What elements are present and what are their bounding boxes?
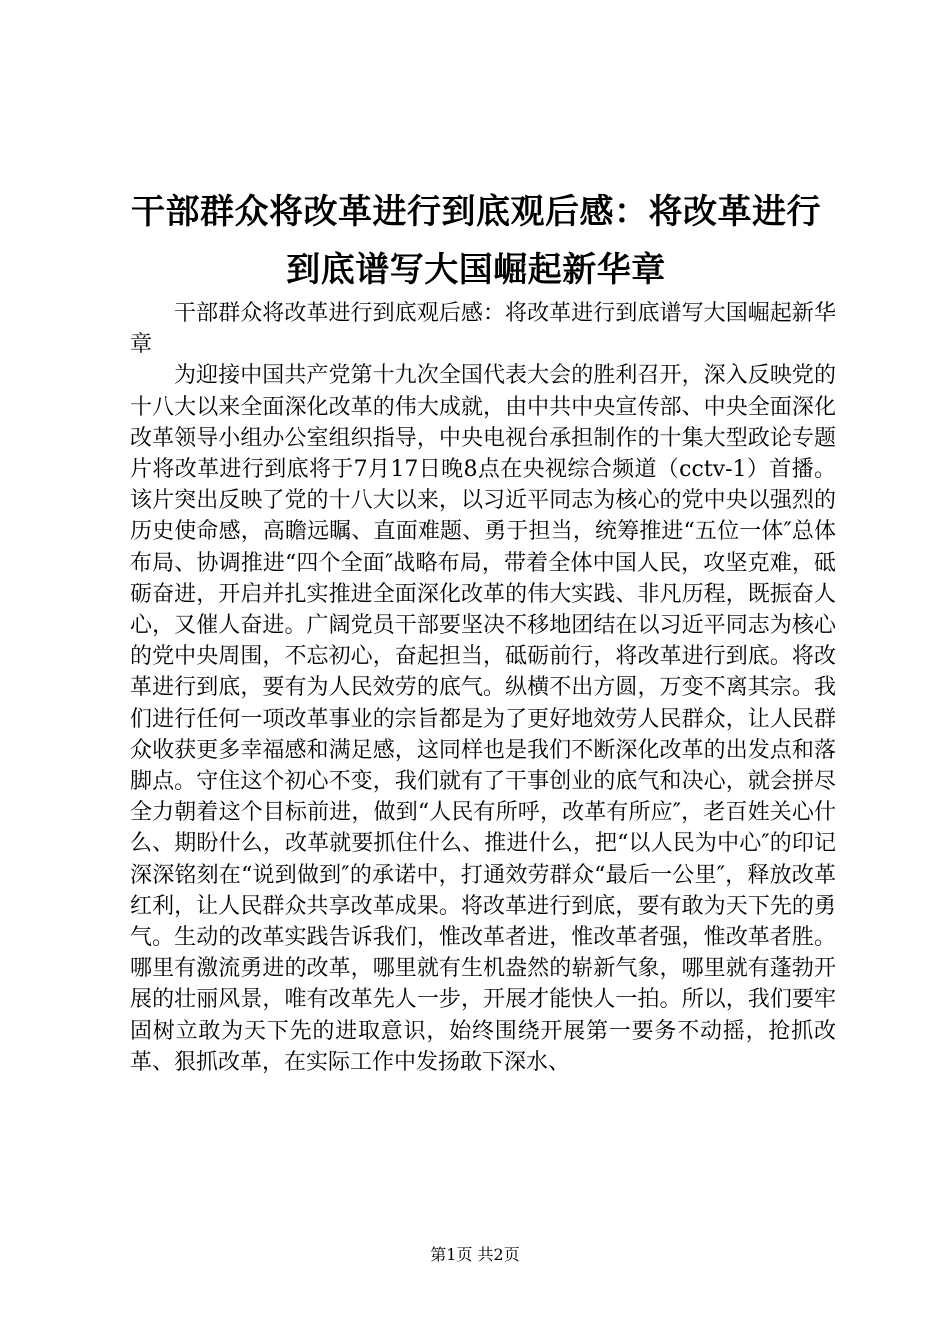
- page-number-footer: 第1页 共2页: [430, 1245, 520, 1264]
- subtitle-paragraph: 干部群众将改革进行到底观后感：将改革进行到底谱写大国崛起新华章: [130, 301, 836, 358]
- document-body: [130, 298, 836, 1078]
- document-title: 干部群众将改革进行到底观后感：将改革进行到底谱写大国崛起新华章: [131, 192, 821, 290]
- body-paragraph: 为迎接中国共产党第十九次全国代表大会的胜利召开，深入反映党的十八大以来全面深化改革的伟大成就，由中共中央宣传部、中央全面深化改革领导小组办公室组织指导，中央电视台承担制作的十集大型政论专题片将改革进行到底将于7月17日晚8点在央视综合频道（cctv-1）首播。该片突出反映了党的十八大以来，以习近平同志为核心的党中央以强烈的历史使命感，高瞻远瞩、直面难题、勇于担当，统筹推进“五位一体″总体布局、协调推进“四个全面″战略布局，带着全体中国人民，攻坚克难，砥砺奋进，开启并扎实推进全面深化改革的伟大实践、非凡历程，既振奋人心，又催人奋进。广阔党员干部要坚决不移地团结在以习近平同志为核心的党中央周围，不忘初心，奋起担当，砥砺前行，将改革进行到底。将改革进行到底，要有为人民效劳的底气。纵横不出方圆，万变不离其宗。我们进行任何一项改革事业的宗旨都是为了更好地效劳人民群众，让人民群众收获更多幸福感和满足感，这同样也是我们不断深化改革的出发点和落脚点。守住这个初心不变，我们就有了干事创业的底气和决心，就会拼尽全力朝着这个目标前进，做到“人民有所呼，改革有所应″，老百姓关心什么、期盼什么，改革就要抓住什么、推进什么，把“以人民为中心″的印记深深铭刻在“说到做到″的承诺中，打通效劳群众“最后一公里″，释放改革红利，让人民群众共享改革成果。将改革进行到底，要有敢为天下先的勇气。生动的改革实践告诉我们，惟改革者进，惟改革者强，惟改革者胜。哪里有激流勇进的改革，哪里就有生机盎然的崭新气象，哪里就有蓬勃开展的壮丽风景，唯有改革先人一步，开展才能快人一拍。所以，我们要牢固树立敢为天下先的进取意识，始终围绕开展第一要务不动摇，抢抓改革、狠抓改革，在实际工作中发扬敢下深水、: [130, 363, 836, 1075]
